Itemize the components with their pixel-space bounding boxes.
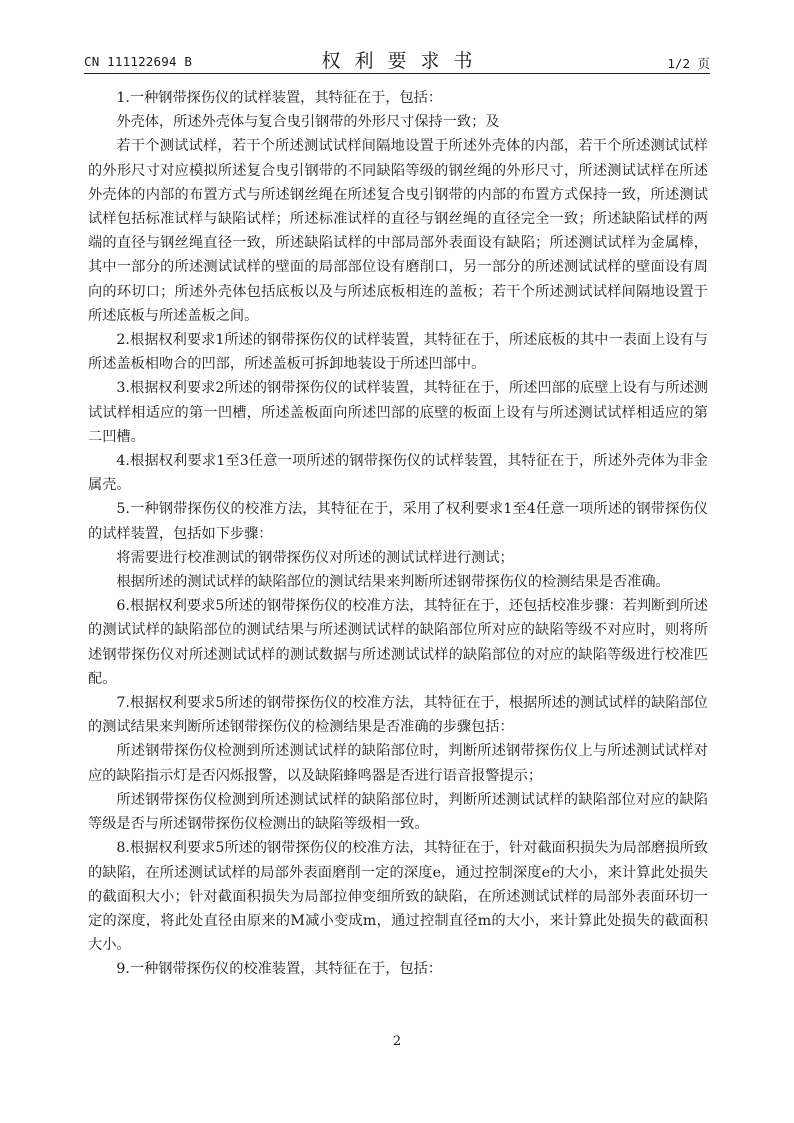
document-title: 权利要求书 [321, 50, 487, 72]
claim-paragraph: 2.根据权利要求1所述的钢带探伤仪的试样装置，其特征在于，所述底板的其中一表面上设有与所述盖板相吻合的凹部，所述盖板可拆卸地装设于所述凹部中。 [88, 332, 708, 373]
page-number: 2 [392, 1034, 402, 1049]
claim-paragraph: 4.根据权利要求1至3任意一项所述的钢带探伤仪的试样装置，其特征在于，所述外壳体为非金属壳。 [88, 453, 708, 494]
claim-paragraph: 6.根据权利要求5所述的钢带探伤仪的校准方法，其特征在于，还包括校准步骤：若判断到所述的测试试样的缺陷部位的测试结果与所述测试试样的缺陷部位所对应的缺陷等级不对应时，则将所述钢带探伤仪对所述测试试样的测试数据与所述测试试样的缺陷部位的对应的缺陷等级进行校准匹配。 [88, 598, 708, 687]
claim-paragraph: 将需要进行校准测试的钢带探伤仪对所述的测试试样进行测试； [116, 549, 514, 566]
claim-paragraph: 1.一种钢带探伤仪的试样装置，其特征在于，包括： [116, 90, 443, 106]
header-rule [84, 73, 710, 74]
claim-paragraph: 3.根据权利要求2所述的钢带探伤仪的试样装置，其特征在于，所述凹部的底壁上设有与所述测试试样相适应的第一凹槽，所述盖板面向所述凹部的底壁的板面上设有与所述测试试样相适应的第二凹槽。 [88, 380, 708, 445]
claim-paragraph: 8.根据权利要求5所述的钢带探伤仪的校准方法，其特征在于，针对截面积损失为局部磨损所致的缺陷，在所述测试试样的局部外表面磨削一定的深度e，通过控制深度e的大小，来计算此处损失的截面积大小；针对截面积损失为局部拉伸变细所致的缺陷，在所述测试试样的局部外表面环切一定的深度，将此处直径由原来的M减小变成m，通过控制直径m的大小，来计算此处损失的截面积大小。 [88, 840, 708, 954]
claim-paragraph: 所述钢带探伤仪检测到所述测试试样的缺陷部位时，判断所述测试试样的缺陷部位对应的缺陷等级是否与所述钢带探伤仪检测出的缺陷等级相一致。 [88, 791, 708, 833]
claim-paragraph: 外壳体，所述外壳体与复合曳引钢带的外形尺寸保持一致；及 [116, 114, 500, 131]
claim-paragraph: 根据所述的测试试样的缺陷部位的测试结果来判断所述钢带探伤仪的检测结果是否准确。 [116, 574, 670, 591]
page-header [84, 44, 710, 74]
page-indicator: 1/2 页 [667, 56, 710, 71]
claim-paragraph: 所述钢带探伤仪检测到所述测试试样的缺陷部位时，判断所述钢带探伤仪上与所述测试试样对应的缺陷指示灯是否闪烁报警，以及缺陷蜂鸣器是否进行语音报警提示； [88, 743, 708, 784]
patent-number: CN 111122694 B [84, 54, 193, 69]
claim-paragraph: 5.一种钢带探伤仪的校准方法，其特征在于，采用了权利要求1至4任意一项所述的钢带探伤仪的试样装置，包括如下步骤： [88, 501, 708, 542]
claim-paragraph: 9.一种钢带探伤仪的校准装置，其特征在于，包括： [116, 961, 443, 978]
claims-body [88, 86, 708, 982]
claim-paragraph: 7.根据权利要求5所述的钢带探伤仪的校准方法，其特征在于，根据所述的测试试样的缺陷部位的测试结果来判断所述钢带探伤仪的检测结果是否准确的步骤包括： [88, 695, 708, 736]
claim-paragraph: 若干个测试试样，若干个所述测试试样间隔地设置于所述外壳体的内部，若干个所述测试试样的外形尺寸对应模拟所述复合曳引钢带的不同缺陷等级的钢丝绳的外形尺寸，所述测试试样在所述外壳体的内部的布置方式与所述钢丝绳在所述复合曳引钢带的内部的布置方式保持一致，所述测试试样包括标准试样与缺陷试样；所述标准试样的直径与钢丝绳的直径完全一致；所述缺陷试样的两端的直径与钢丝绳直径一致，所述缺陷试样的中部局部外表面设有缺陷；所述测试试样为金属棒，其中一部分的所述测试试样的壁面的局部部位设有磨削口，另一部分的所述测试试样的壁面设有周向的环切口；所述外壳体包括底板以及与所述底板相连的盖板；若干个所述测试试样间隔地设置于所述底板与所述盖板之间。 [88, 138, 708, 324]
